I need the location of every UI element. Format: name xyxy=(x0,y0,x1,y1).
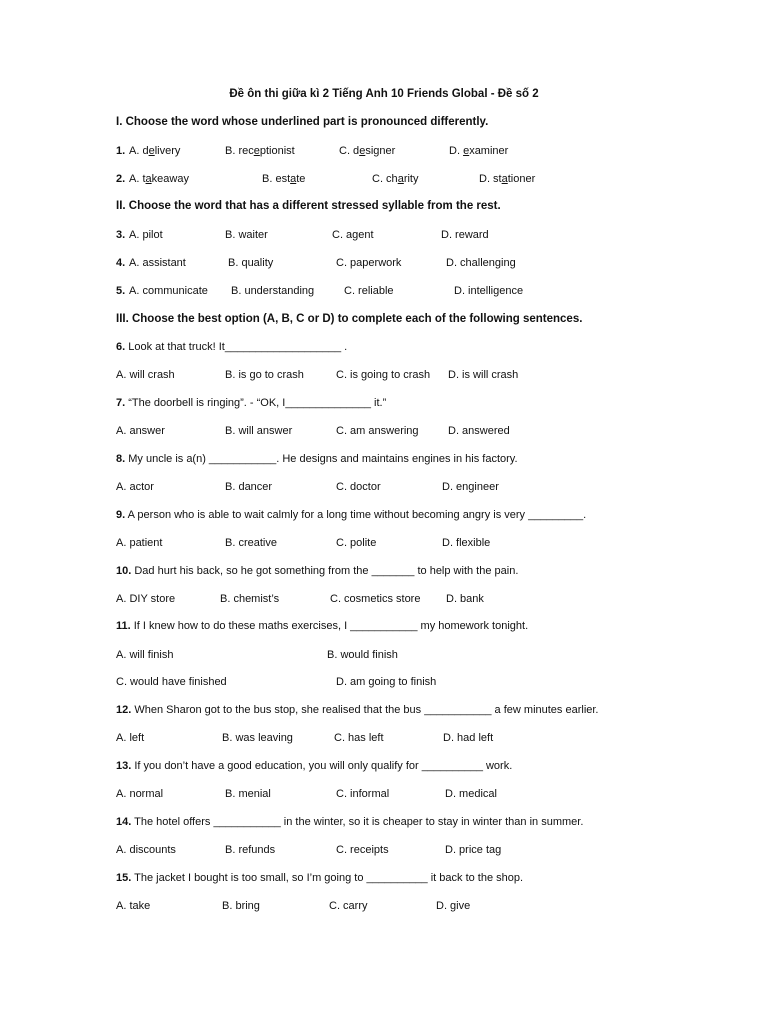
option-d: D. bank xyxy=(446,593,484,605)
question-number: 3. xyxy=(116,229,126,241)
option-d: D. answered xyxy=(448,425,510,437)
question-14: 14. The hotel offers ___________ in the winter, so it is cheaper to stay in winter than in summer. xyxy=(116,816,584,828)
option-d: D. had left xyxy=(443,732,494,744)
option-b: B. estate xyxy=(262,173,306,185)
option-c: C. paperwork xyxy=(336,257,402,269)
question-12: 12. When Sharon got to the bus stop, she realised that the bus ___________ a few minutes earlier. xyxy=(116,704,599,716)
option-b: B. dancer xyxy=(225,481,273,493)
option-c: C. receipts xyxy=(336,844,389,856)
option-d: D. am going to finish xyxy=(336,676,437,688)
option-c: C. reliable xyxy=(344,285,394,297)
option-c: C. doctor xyxy=(336,481,381,493)
question-number: 1. xyxy=(116,145,126,157)
option-c: C. polite xyxy=(336,537,377,549)
option-a: A. left xyxy=(116,732,145,744)
option-b: B. understanding xyxy=(231,285,315,297)
option-c: C. would have finished xyxy=(116,676,227,688)
option-a: A. pilot xyxy=(129,229,163,241)
option-b: B. will answer xyxy=(225,425,293,437)
option-c: C. charity xyxy=(372,173,419,185)
option-a: A. assistant xyxy=(129,257,186,269)
option-a: A. will crash xyxy=(116,369,175,381)
option-c: C. has left xyxy=(334,732,384,744)
option-b: B. chemist’s xyxy=(220,593,280,605)
option-d: D. challenging xyxy=(446,257,516,269)
question-5 xyxy=(116,285,524,301)
option-d: D. stationer xyxy=(479,173,536,185)
option-b: B. bring xyxy=(222,900,260,912)
option-b: B. quality xyxy=(228,257,274,269)
option-d: D. intelligence xyxy=(454,285,524,297)
option-c: C. cosmetics store xyxy=(330,593,421,605)
option-a: A. discounts xyxy=(116,844,176,856)
option-b: B. is go to crash xyxy=(225,369,304,381)
section-2-heading: II. Choose the word that has a different stressed syllable from the rest. xyxy=(116,200,501,212)
option-a: A. answer xyxy=(116,425,165,437)
option-a: A. will finish xyxy=(116,649,174,661)
question-4 xyxy=(116,257,516,273)
option-b: B. creative xyxy=(225,537,277,549)
question-8: 8. My uncle is a(n) ___________. He designs and maintains engines in his factory. xyxy=(116,453,518,465)
option-b: B. was leaving xyxy=(222,732,293,744)
option-c: C. agent xyxy=(332,229,374,241)
option-b: B. would finish xyxy=(327,649,398,661)
option-b: B. receptionist xyxy=(225,145,295,157)
option-d: D. reward xyxy=(441,229,489,241)
option-c: C. designer xyxy=(339,145,396,157)
option-a: A. take xyxy=(116,900,151,912)
option-d: D. flexible xyxy=(442,537,491,549)
option-a: A. communicate xyxy=(129,285,208,297)
option-d: D. examiner xyxy=(449,145,509,157)
option-a: A. delivery xyxy=(129,145,181,157)
page-title: Đề ôn thi giữa kì 2 Tiếng Anh 10 Friends Global - Đề số 2 xyxy=(229,88,539,100)
question-13: 13. If you don’t have a good education, you will only qualify for __________ work. xyxy=(116,760,513,772)
option-d: D. give xyxy=(436,900,471,912)
option-c: C. is going to crash xyxy=(336,369,431,381)
option-d: D. medical xyxy=(445,788,497,800)
question-number: 5. xyxy=(116,285,126,297)
question-3 xyxy=(116,229,489,245)
option-a: A. DIY store xyxy=(116,593,176,605)
question-9: 9. A person who is able to wait calmly for a long time without becoming angry is very _________. xyxy=(116,509,587,521)
question-1 xyxy=(116,145,509,161)
option-a: A. takeaway xyxy=(129,173,189,185)
question-number: 2. xyxy=(116,173,126,185)
question-2 xyxy=(116,173,536,189)
option-c: C. carry xyxy=(329,900,368,912)
option-d: D. is will crash xyxy=(448,369,519,381)
section-3-heading: III. Choose the best option (A, B, C or D) to complete each of the following sentences. xyxy=(116,313,583,325)
option-d: D. engineer xyxy=(442,481,499,493)
option-b: B. waiter xyxy=(225,229,268,241)
option-b: B. refunds xyxy=(225,844,276,856)
option-a: A. normal xyxy=(116,788,164,800)
question-10: 10. Dad hurt his back, so he got something from the _______ to help with the pain. xyxy=(116,565,519,577)
question-15: 15. The jacket I bought is too small, so I’m going to __________ it back to the shop. xyxy=(116,872,524,884)
option-a: A. actor xyxy=(116,481,154,493)
question-6: 6. Look at that truck! It___________________ . xyxy=(116,341,348,353)
question-11: 11. If I knew how to do these maths exercises, I ___________ my homework tonight. xyxy=(116,620,529,632)
question-number: 4. xyxy=(116,257,126,269)
option-c: C. am answering xyxy=(336,425,419,437)
option-b: B. menial xyxy=(225,788,271,800)
option-a: A. patient xyxy=(116,537,163,549)
section-1-heading: I. Choose the word whose underlined part is pronounced differently. xyxy=(116,116,489,128)
option-c: C. informal xyxy=(336,788,390,800)
option-d: D. price tag xyxy=(445,844,502,856)
question-7: 7. “The doorbell is ringing”. - “OK, I______________ it.” xyxy=(116,397,387,409)
